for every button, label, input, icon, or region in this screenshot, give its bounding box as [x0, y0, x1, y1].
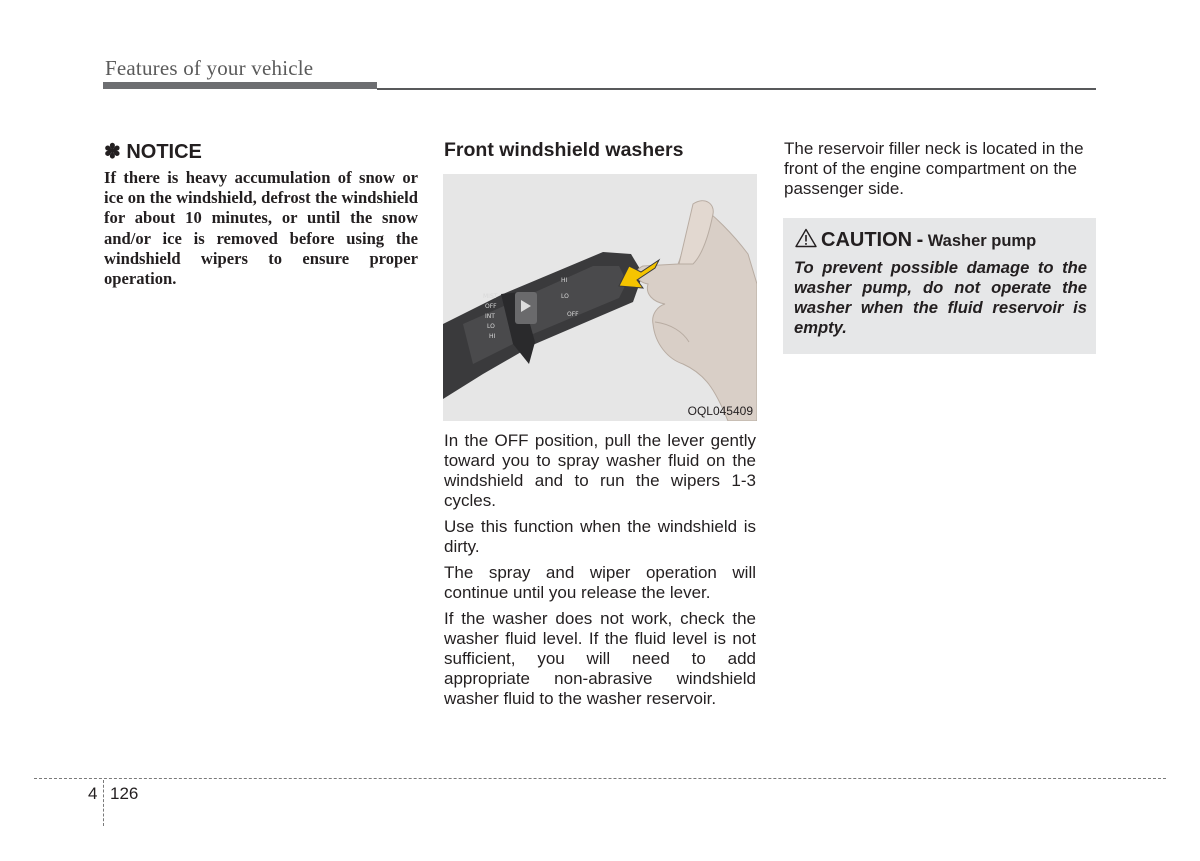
- svg-text:INT: INT: [485, 313, 495, 320]
- caution-subject: Washer pump: [927, 232, 1037, 250]
- notice-heading: [104, 139, 202, 164]
- notice-title: NOTICE: [126, 141, 202, 163]
- svg-text:OFF: OFF: [485, 303, 497, 310]
- svg-text:MIST: MIST: [483, 293, 498, 300]
- caution-body: To prevent possible damage to the washer pump, do not operate the washer when the fluid reservoir is empty.: [794, 258, 1087, 338]
- footer-divider: [34, 778, 1166, 779]
- section-title: Features of your vehicle: [105, 56, 314, 80]
- footer-vertical-divider: [103, 780, 104, 826]
- wiper-lever-figure: [443, 174, 757, 421]
- svg-text:LO: LO: [561, 293, 569, 300]
- notice-symbol: ✽: [104, 141, 121, 163]
- caution-heading: [795, 228, 1036, 252]
- reservoir-paragraph: The reservoir filler neck is located in the front of the engine compartment on the passenger side.: [784, 139, 1084, 199]
- notice-body: If there is heavy accumulation of snow or ice on the windshield, defrost the windshield for about 10 minutes, or until the snow and/or ice is removed before using the windshield wipers to ensure proper operation.: [104, 168, 418, 289]
- wiper-lever-illustration: [443, 174, 757, 421]
- warning-triangle-icon: [795, 228, 817, 248]
- usage-paragraph: Use this function when the windshield is dirty.: [444, 517, 756, 557]
- washer-instruction-paragraph: In the OFF position, pull the lever gently toward you to spray washer fluid on the windshield and to run the wipers 1-3 cycles.: [444, 431, 756, 511]
- header-rule-thin: [377, 88, 1096, 90]
- caution-word: CAUTION: [821, 229, 913, 251]
- caution-box: [783, 218, 1096, 354]
- chapter-number: 4: [88, 784, 98, 803]
- svg-text:HI: HI: [561, 277, 568, 284]
- fluid-level-paragraph: If the washer does not work, check the washer fluid level. If the fluid level is not sufficient, you will need to add appropriate non-abrasive windshield washer fluid to the washer reservoir.: [444, 609, 756, 709]
- release-paragraph: The spray and wiper operation will continue until you release the lever.: [444, 563, 756, 603]
- svg-text:HI: HI: [489, 333, 496, 340]
- svg-text:OFF: OFF: [567, 311, 579, 318]
- washers-heading: Front windshield washers: [444, 139, 684, 161]
- svg-text:LO: LO: [487, 323, 495, 330]
- caution-dash: -: [916, 229, 924, 251]
- figure-code: OQL045409: [687, 404, 753, 418]
- page-number: 126: [110, 784, 139, 803]
- header-rule-thick: [103, 82, 377, 89]
